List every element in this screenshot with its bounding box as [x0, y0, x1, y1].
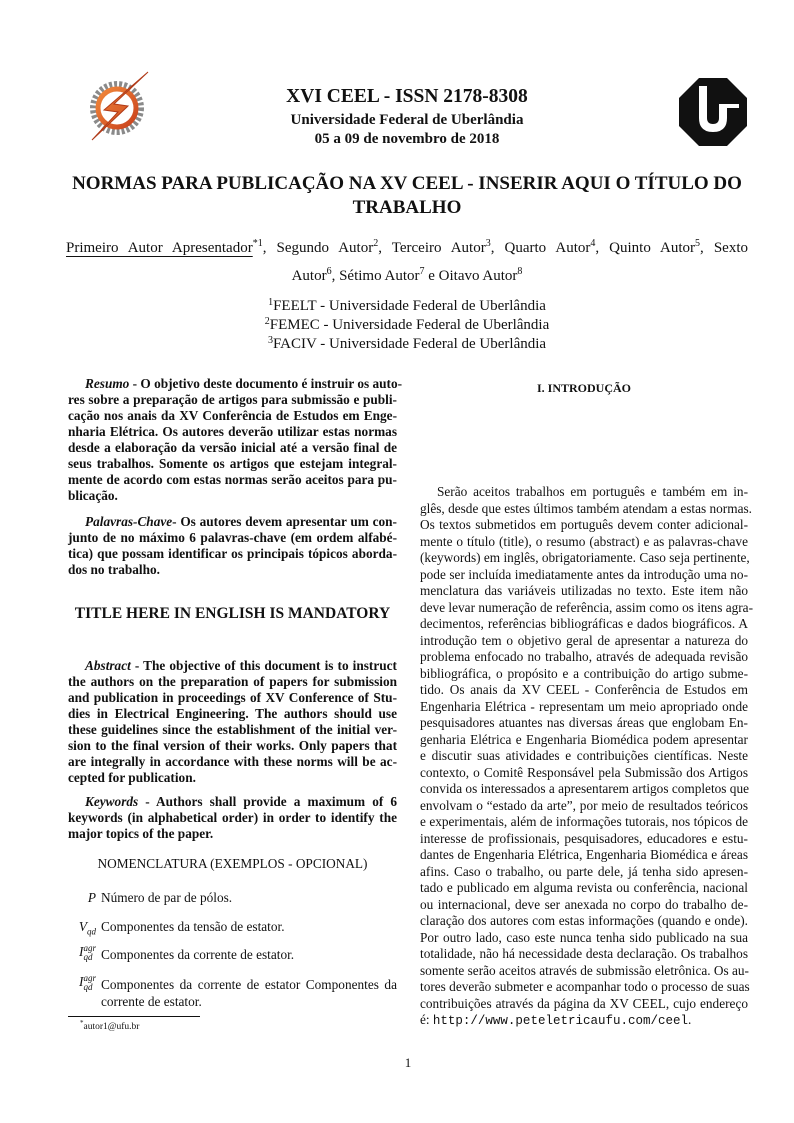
line-text: cação nos anais da XV Conferência de Estudos em Enge-: [68, 408, 397, 423]
author: , Sétimo Autor: [331, 268, 420, 284]
text-line: genharia Elétrica e Engenharia Biomédica podem apresentar: [420, 731, 748, 747]
description: Componentes da corrente de estator.: [101, 947, 295, 962]
line-text: are integrally in accordance with these norms will be ac-: [68, 754, 397, 769]
text-line: [68, 770, 397, 786]
line-text: mente de acordo com estas normas serão aceitos para pu-: [68, 472, 397, 487]
palavras-chave-paragraph: [68, 514, 397, 578]
footnote: *autor1@ufu.br: [80, 1019, 140, 1033]
affiliation-sup: 1: [268, 297, 274, 308]
text-line: [68, 408, 397, 424]
keywords-paragraph: [68, 794, 397, 842]
affiliation-sup: 3: [267, 335, 273, 346]
author-sup: 5: [695, 238, 701, 249]
line-text: sion to the final version of their works. Only papers that: [68, 738, 397, 753]
paper-title: [60, 172, 754, 220]
text-line: [68, 658, 397, 674]
author-sup: 3: [485, 238, 491, 249]
text-line: Serão aceitos trabalhos em português e também em in-: [437, 484, 748, 499]
affiliation-text: FEELT - Universidade Federal de Uberlândia: [273, 298, 546, 314]
text-line: mente o título (title), o resumo (abstract) e as palavras-chave: [420, 533, 748, 549]
footnote-rule: [68, 1016, 200, 1017]
affiliation-text: FACIV - Universidade Federal de Uberlândia: [272, 336, 547, 352]
text-line: afins. Caso o trabalho, ou parte dele, já tenha sido apresen-: [420, 863, 748, 879]
nomenclature-item: [68, 943, 397, 977]
line-text: cepted for publication.: [68, 770, 196, 785]
text-line: Engenharia Elétrica - representam um meio apropriado onde: [420, 698, 748, 714]
text-line: [68, 738, 397, 754]
author-sup: 2: [373, 238, 379, 249]
author-sup: *1: [252, 238, 263, 249]
line-text: res sobre a preparação de artigos para submissão e publi-: [68, 392, 397, 407]
text-line: contribuições através da página da XV CEEL, cujo endereço: [420, 995, 748, 1011]
text-line: interesse de profissionais, pesquisadores, educadores e estu-: [420, 830, 748, 846]
introduction-paragraph: [420, 484, 753, 1030]
text-line: tado e publicado em alguma revista ou conferência, nacional: [420, 880, 748, 895]
university-name: Universidade Federal de Uberlândia: [290, 112, 524, 128]
description: Componentes da corrente de estator Componentes da: [101, 977, 397, 992]
text-line: claração dos autores com estas informações (quando e onde).: [420, 913, 748, 928]
text-line: [68, 690, 397, 706]
text-line: [68, 706, 397, 722]
affiliation: [60, 316, 754, 335]
author: , Terceiro Autor: [378, 240, 486, 256]
line-text: .: [687, 1012, 692, 1027]
ceel-logo: [84, 70, 154, 142]
abstract-paragraph: [68, 658, 397, 786]
author: , Sexto: [700, 240, 748, 256]
nomenclature-item: [68, 973, 397, 1011]
page-number: 1: [404, 1055, 412, 1070]
paragraph-label: Resumo: [85, 376, 130, 391]
text-line: [68, 562, 397, 578]
nomenclature-list: [68, 890, 397, 1011]
description: Componentes da tensão de estator.: [101, 919, 285, 934]
footnote-email: autor1@ufu.br: [83, 1022, 140, 1033]
text-line: ou internacional, deve ser anexada no corpo do trabalho de-: [420, 896, 748, 912]
text-line: [68, 424, 397, 440]
paragraph-label: Abstract: [85, 658, 131, 673]
text-line: [68, 514, 397, 530]
line-text: blicação.: [68, 488, 118, 503]
author-sup: 6: [326, 266, 332, 277]
conference-url: http://www.peteletricaufu.com/ceel: [432, 1014, 688, 1028]
symbol: P: [87, 890, 96, 905]
author-list: [66, 234, 748, 290]
conference-dates: 05 a 09 de novembro de 2018: [314, 131, 500, 147]
line-text: major topics of the paper.: [68, 826, 214, 841]
text-line: [68, 722, 397, 738]
line-text: junto de no máximo 6 palavras-chave (em ordem alfabé-: [68, 530, 397, 545]
affiliation-text: FEMEC - Universidade Federal de Uberlândia: [269, 317, 550, 333]
text-line: [68, 392, 397, 408]
author: e Oitavo Autor: [424, 268, 518, 284]
text-line: [68, 488, 397, 504]
text-line: contexto, o Comitê Responsável pela Submissão dos Artigos: [420, 764, 748, 780]
author: , Segundo Autor: [262, 240, 374, 256]
text-line: [68, 826, 397, 842]
text-line: menclatura das variáveis utilizadas no texto. Este item não: [420, 583, 748, 598]
author-sup: 8: [517, 266, 523, 277]
line-text: dies in Electrical Engineering. The authors should use: [68, 706, 397, 721]
text-line: tores deverão submeter e acompanhar todo o processo de suas: [420, 979, 750, 994]
text-line: [68, 546, 397, 562]
line-text: seus trabalhos. Somente os artigos que estejam integral-: [68, 456, 397, 471]
title-line: NORMAS PARA PUBLICAÇÃO NA XV CEEL - INSERIR AQUI O TÍTULO DO: [72, 173, 742, 194]
text-line: (keywords) em inglês, obrigatoriamente. Caso seja pertinente,: [420, 550, 750, 565]
text-line: deve levar numeração de referência, assim como os itens agra-: [420, 599, 753, 615]
text-line: bibliográfica, o propósito e a contribuição do artigo subme-: [420, 665, 748, 681]
text-line: [68, 674, 397, 690]
line-text: and publication in proceedings of XV Conference of Stu-: [68, 690, 397, 705]
line-text: dos no trabalho.: [68, 562, 160, 577]
text-line: totalidade, não há necessidade desta declaração. Os trabalhos: [420, 946, 748, 961]
line-text: keywords (in alphabetical order) in order to identify the: [68, 810, 397, 825]
text-line: somente serão aceitos através de submissão eletrônica. Os au-: [420, 962, 749, 978]
text-line: [68, 376, 403, 392]
text-line: Os textos submetidos em português devem conter adicional-: [420, 517, 748, 532]
affiliation: [60, 335, 754, 354]
text-line: [68, 530, 397, 546]
text-line: [68, 754, 397, 770]
author: , Quarto Autor: [490, 240, 591, 256]
text-line: pode ser incluída imediatamente antes da introdução uma no-: [420, 566, 748, 582]
text-line: Por outro lado, caso este nunca tenha sido publicado na sua: [420, 929, 748, 945]
author: Autor: [291, 268, 327, 284]
text-line: pesquisadores atuantes nas diversas áreas que englobam En-: [420, 715, 748, 730]
line-text: - Authors shall provide a maximum of 6: [138, 794, 397, 809]
line-text: é:: [420, 1012, 433, 1027]
resumo-paragraph: [68, 376, 403, 504]
ufu-logo: [679, 78, 747, 146]
line-text: - O objetivo deste documento é instruir os auto-: [129, 376, 403, 391]
affiliation: [60, 297, 754, 316]
conference-title: XVI CEEL - ISSN 2178-8308: [286, 86, 528, 107]
line-text: - Os autores devem apresentar um con-: [172, 514, 397, 529]
text-line: glês, desde que estes últimos também atendam a estas normas.: [420, 500, 752, 516]
line-text: these guidelines since the establishment of the initial ver-: [68, 722, 397, 737]
line-text: tica) que possam identificar os principais tópicos aborda-: [68, 546, 397, 561]
description: Número de par de pólos.: [101, 890, 233, 905]
english-title: TITLE HERE IN ENGLISH IS MANDATORY: [74, 605, 391, 622]
author-sup: 7: [419, 266, 425, 277]
paragraph-label: Palavras-Chave: [85, 514, 173, 529]
nomenclature-heading: NOMENCLATURA (EXEMPLOS - OPCIONAL): [97, 856, 368, 871]
symbol: Iagr qd: [79, 973, 96, 992]
text-line: [68, 456, 397, 472]
nomenclature-item: [68, 890, 397, 919]
text-line: decimentos, referências bibliográficas e dados biográficos. A: [420, 616, 748, 631]
text-line: [68, 472, 397, 488]
text-line: [420, 1012, 748, 1030]
text-line: [68, 794, 397, 810]
text-line: e discutir suas atividades e contribuições científicas. Neste: [420, 748, 748, 763]
text-line: dantes de Engenharia Elétrica, Engenharia Biomédica e áreas: [420, 847, 748, 862]
text-line: tido. Os anais da XV CEEL - Conferência de Estudos em: [420, 682, 748, 697]
nomenclature-item: [68, 919, 397, 947]
affiliation-sup: 2: [264, 316, 270, 327]
text-line: convida os interessados a apresentarem artigos completos que: [420, 781, 749, 796]
description: corrente de estator.: [101, 993, 202, 1009]
line-text: desde a elaboração da versão inicial até a versão final de: [68, 440, 397, 455]
line-text: the authors on the preparation of papers for submission: [68, 674, 397, 689]
presenting-author: Primeiro Autor Apresentador: [66, 240, 253, 256]
text-line: [68, 440, 397, 456]
line-text: - The objective of this document is to instruct: [130, 658, 397, 673]
symbol: $V_{qd}$: [78, 919, 96, 937]
affiliations: [60, 297, 754, 354]
text-line: introdução tem o objetivo geral de apresentar a natureza do: [420, 632, 748, 648]
line-text: nharia Elétrica. Os autores deverão utilizar estas normas: [68, 424, 397, 439]
section-heading-introducao: I. INTRODUÇÃO: [536, 381, 631, 395]
text-line: problema enfocado no trabalho, através de adequada revisão: [420, 649, 748, 664]
text-line: e experimentais, além de informações tutorais, nos tópicos de: [420, 814, 748, 829]
text-line: [68, 810, 397, 826]
text-line: envolvam o “estado da arte”, por meio de resultados teóricos: [420, 797, 748, 813]
symbol: Iagr qd: [79, 943, 96, 962]
title-line: TRABALHO: [352, 197, 462, 218]
author-sup: 4: [590, 238, 596, 249]
author: , Quinto Autor: [595, 240, 696, 256]
paragraph-label: Keywords: [85, 794, 139, 809]
